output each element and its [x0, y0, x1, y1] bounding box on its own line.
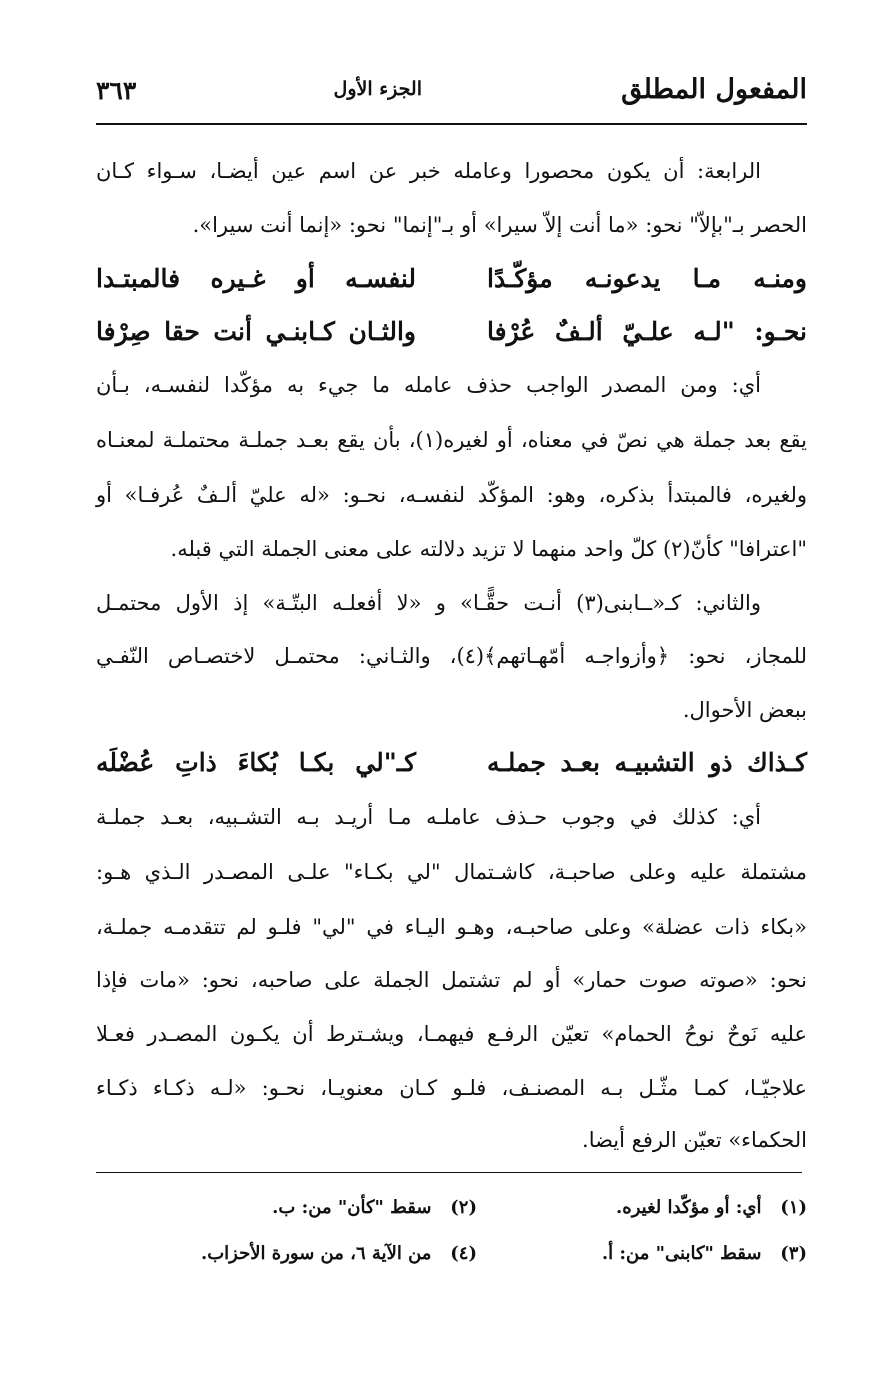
verse-hemistich-right: كـذاك ذو التشبيـه بعـد جملـه: [487, 748, 807, 777]
footnote-text: سقط "كابنى" من: أ.: [601, 1243, 762, 1264]
footnote-text: أي: أو مؤكّدا لغيره.: [616, 1197, 762, 1218]
verse-line: [96, 315, 807, 349]
header-rule: [96, 123, 807, 125]
chapter-title: المفعول المطلق: [621, 74, 807, 105]
footnote-number: (٢): [450, 1197, 477, 1218]
text-line: "اعترافا" كأنّ(٢) كلّ واحد منهما لا تزيد دلالته على معنى الجملة التي قبله.: [170, 537, 807, 561]
text-line: يقع بعد جملة هي نصّ في معناه، أو لغيره(١)، بأن يقع بعـد جملـة محتملـة لمعنـاه: [96, 428, 807, 452]
verse-hemistich-right: ومنـه مـا يدعونـه مؤكّـدًا: [487, 264, 807, 293]
footnote-number: (٤): [450, 1243, 477, 1264]
footnote-text: من الآية ٦، من سورة الأحزاب.: [200, 1243, 432, 1264]
page-header: [96, 72, 807, 118]
footnote-row: [96, 1240, 807, 1268]
volume-label: الجزء الأول: [333, 78, 422, 100]
text-line: نحو: «صوته صوت حمار» أو لم تشتمل الجملة على صاحبه، نحو: «مات فإذا: [96, 968, 807, 992]
verse-line: [96, 746, 807, 780]
text-line: للمجاز، نحو: ﴿وأزواجـه أمّهـاتهم﴾(٤)، والثـاني: محتمـل لاختصـاص النّفـي: [96, 644, 807, 668]
text-line: الحكماء» تعيّن الرفع أيضا.: [582, 1128, 807, 1152]
verse-hemistich-left: والثـان كـابنـي أنت حقا صِرْفا: [96, 317, 416, 346]
text-line: الحصر بـ"بإلاّ" نحو: «ما أنت إلاّ سيرا» أو بـ"إنما" نحو: «إنما أنت سيرا».: [192, 213, 807, 237]
footnote-row: [96, 1194, 807, 1222]
verse-hemistich-left: كـ"لي بكـا بُكاءَ ذاتِ عُضْلَه: [96, 748, 416, 777]
text-line: مشتملة عليه وعلى صاحبـة، كاشـتمال "لي بكـاء" علـى المصـدر الـذي هـو:: [96, 860, 807, 884]
page-number: ٣٦٣: [96, 76, 137, 105]
footnote: [201, 1240, 477, 1268]
footnote: [616, 1194, 807, 1222]
text-line: أي: ومن المصدر الواجب حذف عامله ما جيء به مؤكّدا لنفسـه، بـأن: [96, 373, 761, 397]
text-line: «بكاء ذات عضلة» وعلى صاحبـه، وهـو اليـاء في "لي" فلـو لم تتقدمـه جملـة،: [96, 915, 807, 939]
footnote-number: (١): [780, 1197, 807, 1218]
text-line: الرابعة: أن يكون محصورا وعامله خبر عن اسم عين أيضـا، سـواء كـان: [96, 159, 761, 183]
footnote-rule: [96, 1172, 802, 1173]
verse-line: [96, 262, 807, 296]
verse-hemistich-left: لنفسـه أو غـيره فالمبتـدا: [96, 264, 416, 293]
verse-hemistich-right: نحـو: "لـه علـيّ ألـفٌ عُرْفا: [487, 317, 807, 346]
text-line: ولغيره، فالمبتدأ بذكره، وهو: المؤكّد لنفسـه، نحـو: «له عليّ ألـفٌ عُرفـا» أو: [96, 483, 807, 507]
footnote-number: (٣): [780, 1243, 807, 1264]
text-line: ببعض الأحوال.: [682, 698, 807, 722]
text-line: والثاني: كـ«ــابنى(٣) أنـت حقًّـا» و «لا أفعلـه البتّـة» إذ الأول محتمـل: [96, 591, 761, 615]
footnote: [272, 1194, 477, 1222]
footnote-text: سقط "كأن" من: ب.: [272, 1197, 432, 1218]
text-line: عليه نَوحٌ نوحُ الحمام» تعيّن الرفـع فيهمـا، ويشـترط أن يكـون المصـدر فعـلا: [96, 1022, 807, 1046]
text-line: علاجيّـا، كمـا مثّـل بـه المصنـف، فلـو كـان معنويـا، نحـو: «لـه ذكـاء ذكـاء: [96, 1076, 807, 1100]
footnote: [602, 1240, 807, 1268]
text-line: أي: كذلك في وجوب حـذف عاملـه مـا أريـد بـه التشـبيه، بعـد جملـة: [96, 805, 761, 829]
